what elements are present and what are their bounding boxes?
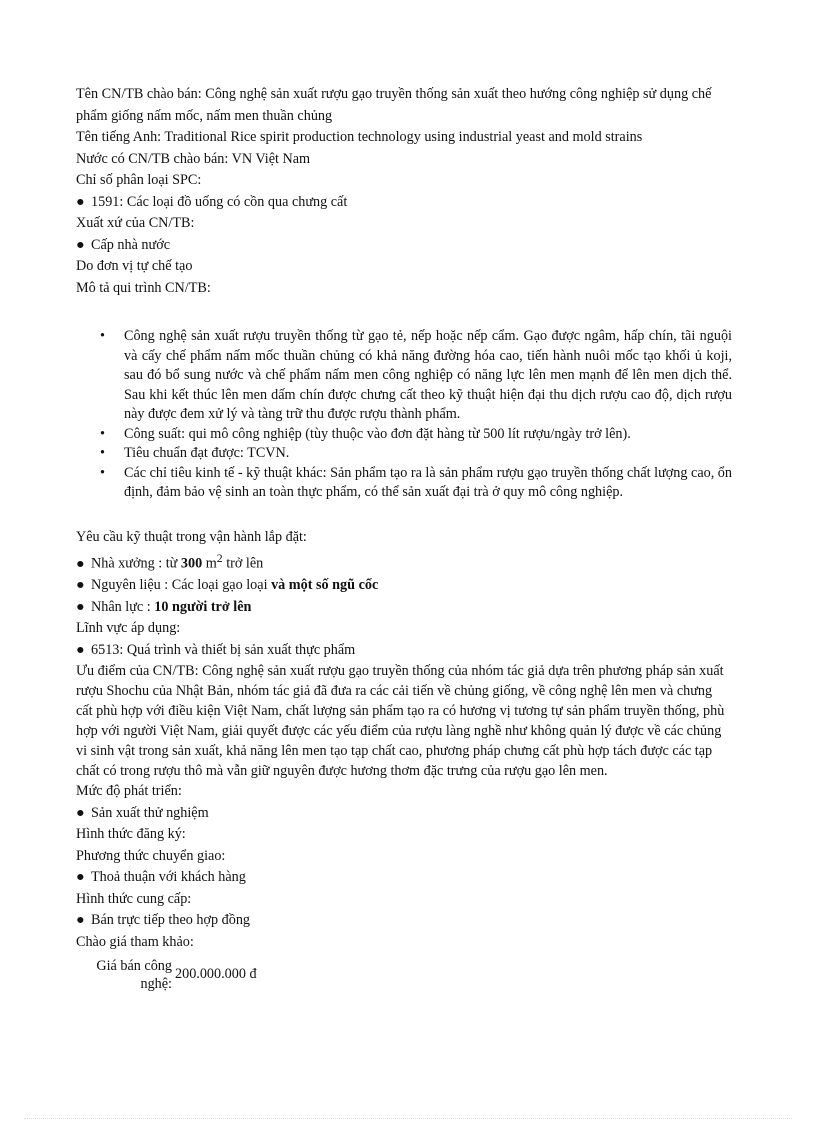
bullet-icon: ● [76,236,85,253]
bullet-icon: • [100,464,105,481]
supply-item: ● Bán trực tiếp theo hợp đồng [76,910,732,932]
spc-item: ● 1591: Các loại đồ uống có cồn qua chưng cất [76,192,732,214]
made-by: Do đơn vị tự chế tạo [76,258,193,274]
development-label: Mức độ phát triển: [76,783,182,800]
bullet-icon: • [100,425,105,442]
requirements-label: Yêu cầu kỹ thuật trong vận hành lắp đặt: [76,528,307,545]
bullet-icon: ● [76,641,85,658]
advantages: Ưu điểm của CN/TB: Công nghệ sản xuất rượu gạo truyền thống của nhóm tác giả dựa trên phương pháp sản xuất rượu Shochu của Nhật Bản, nhóm tác giả đã đưa ra các cải tiến về chủng giống, về công nghệ lên men và chưng cất phù hợp với điều kiện Việt Nam, chất lượng sản phẩm tạo ra có hương vị tương tự sản phẩm truyền thống, phù hợp với người Việt Nam, giải quyết được các yếu điểm của rượu làng nghề như không quản lý được về các chủng vi sinh vật trong sản xuất, khả năng lên men tạo tạp chất cao, phương pháp chưng cất phù hợp tách được các tạp chất có trong rượu thô mà vẫn giữ nguyên được hương thơm đặc trưng của rượu gạo lên men. [76,663,725,780]
list-item: • Công nghệ sản xuất rượu truyền thống từ gạo tẻ, nếp hoặc nếp cẩm. Gạo được ngâm, hấp chín, tãi nguội và cấy chế phẩm nấm mốc thuần chủng có khả năng đường hóa cao, tiến hành nuôi mốc tạo khối ủ koji, sau đó bổ sung nước và chế phẩm nấm men công nghiệp có năng lực lên men mạnh để lên men dịch thể. Sau khi kết thúc lên men dấm chín được chưng cất theo kỹ thuật hiện đại thu dịch rượu cao độ, dịch rượu này được đem xử lý và tàng trữ thu được rượu thành phẩm. [100,328,732,422]
bullet-icon: ● [76,577,85,594]
process-list [76,327,732,503]
origin-item: ● Cấp nhà nước [76,235,732,257]
supply-label: Hình thức cung cấp: [76,890,192,907]
list-item: • Công suất: qui mô công nghiệp (tùy thuộc vào đơn đặt hàng từ 500 lít rượu/ngày trở lên). [76,425,732,445]
bullet-icon: ● [76,555,85,572]
field-item: ● 6513: Quá trình và thiết bị sản xuất thực phẩm [76,640,732,662]
transfer-item: ● Thoả thuận với khách hàng [76,867,732,889]
list-item: • Tiêu chuẩn đạt được: TCVN. [76,444,732,464]
registration-label: Hình thức đăng ký: [76,826,186,843]
price-row [76,957,732,993]
transfer-label: Phương thức chuyển giao: [76,847,226,864]
offer-title: Tên CN/TB chào bán: Công nghệ sản xuất rượu gạo truyền thống sản xuất theo hướng công nghiệp sử dụng chế phẩm giống nấm mốc, nấm men thuần chủng [76,86,712,124]
development-item: ● Sản xuất thử nghiệm [76,803,732,825]
bullet-icon: ● [76,912,85,929]
bullet-icon: • [100,328,105,344]
document-page [76,84,732,993]
origin-label: Xuất xứ của CN/TB: [76,215,195,231]
bullet-icon: ● [76,869,85,886]
price-value: 200.000.000 đ [175,966,257,983]
spc-label: Chỉ số phân loại SPC: [76,172,202,188]
bullet-icon: • [100,445,105,461]
factory-item: ● Nhà xưởng : từ 300 $m^2$ trở lên [76,548,732,575]
english-name: Tên tiếng Anh: Traditional Rice spirit production technology using industrial yeast and mold strains [76,129,643,145]
price-field-label: Giá bán công nghệ: [96,958,172,993]
price-label: Chào giá tham khảo: [76,933,194,950]
process-label: Mô tả qui trình CN/TB: [76,279,211,296]
bullet-icon: ● [76,598,85,615]
staff-item: ● Nhân lực : 10 người trở lên [76,597,732,619]
list-item: • Các chỉ tiêu kinh tế - kỹ thuật khác: Sản phẩm tạo ra là sản phẩm rượu gạo truyền thống chất lượng cao, ổn định, đảm bảo vệ sinh an toàn thực phẩm, có thể sản xuất đại trà ở quy mô công nghiệp. [100,464,732,500]
bullet-icon: ● [76,193,85,210]
bullet-icon: ● [76,804,85,821]
material-item: ● Nguyên liệu : Các loại gạo loại và một số ngũ cốc [76,575,732,597]
page-divider [24,1118,792,1119]
country: Nước có CN/TB chào bán: VN Việt Nam [76,150,311,167]
field-label: Lĩnh vực áp dụng: [76,620,181,637]
